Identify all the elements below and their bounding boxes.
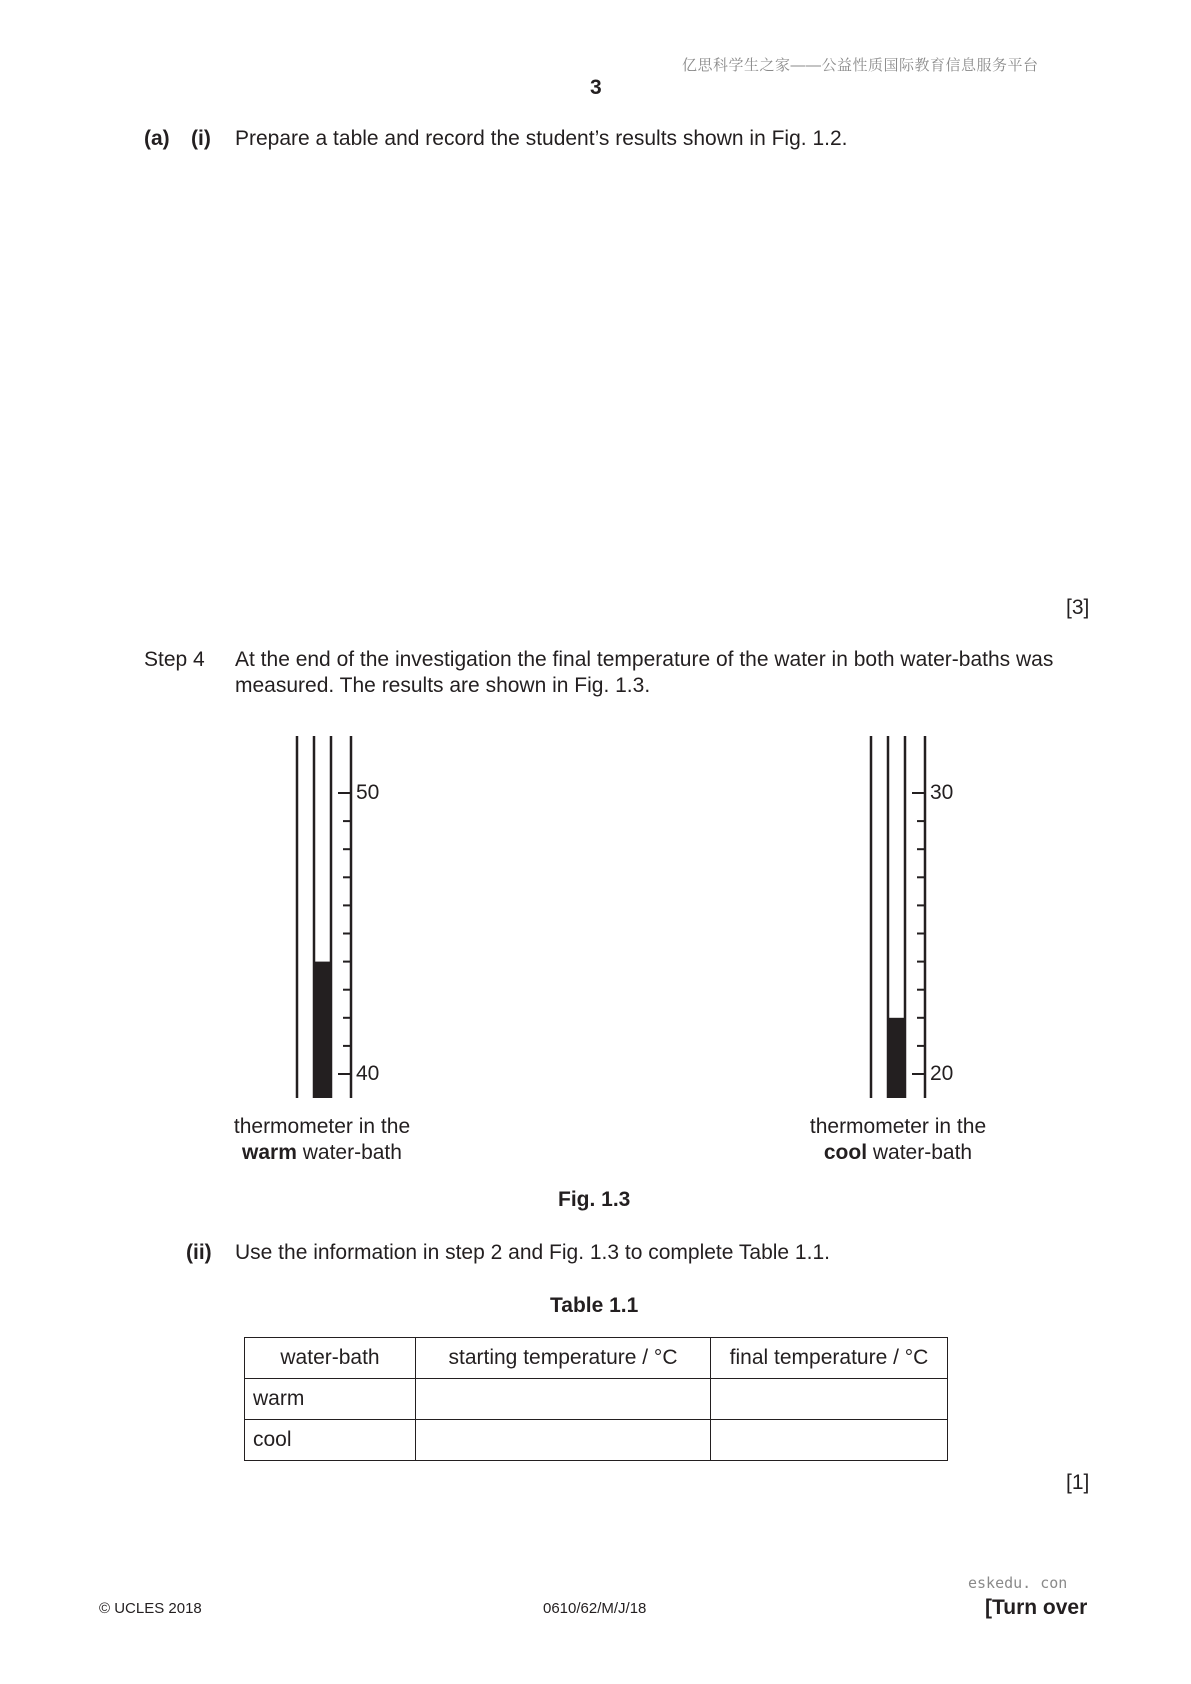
step4-line1: At the end of the investigation the final temperature of the water in both water-baths was: [235, 648, 1054, 671]
part-a-sub-label: (i): [191, 127, 211, 150]
cool-caption-line1: thermometer in the: [809, 1115, 987, 1138]
table-header-row: [245, 1338, 948, 1379]
cool-scale-top-label: 30: [930, 781, 954, 804]
row-cool-label: cool: [245, 1420, 416, 1461]
header-starting-temperature: starting temperature / °C: [416, 1338, 711, 1379]
cool-thermometer-caption: [788, 1114, 1008, 1166]
page-number: 3: [590, 76, 602, 99]
warm-thermometer: [280, 728, 400, 1102]
header-final-temperature: final temperature / °C: [711, 1338, 948, 1379]
table-row: [245, 1420, 948, 1461]
warm-mercury-column: [315, 962, 330, 1098]
row-warm-label: warm: [245, 1379, 416, 1420]
warm-final-temperature-cell[interactable]: [711, 1379, 948, 1420]
watermark-text: 亿思科学生之家——公益性质国际教育信息服务平台: [682, 57, 1039, 74]
header-water-bath: water-bath: [245, 1338, 416, 1379]
warm-starting-temperature-cell[interactable]: [416, 1379, 711, 1420]
cool-caption-line2: [788, 1140, 1008, 1166]
turn-over-text: [Turn over: [985, 1596, 1088, 1619]
figure-caption: Fig. 1.3: [558, 1188, 631, 1211]
footer-paper-code: 0610/62/M/J/18: [543, 1600, 647, 1617]
cool-caption-bold: cool: [823, 1141, 868, 1164]
warm-caption-rest: water-bath: [296, 1141, 402, 1164]
step4-label: Step 4: [144, 648, 205, 671]
part-ii-marks: [1]: [1066, 1471, 1090, 1494]
cool-starting-temperature-cell[interactable]: [416, 1420, 711, 1461]
part-a-label: (a): [144, 127, 170, 150]
footer-site-text: eskedu. con: [968, 1574, 1068, 1592]
cool-caption-rest: water-bath: [867, 1141, 973, 1164]
cool-thermometer: [854, 728, 974, 1102]
cool-scale-bottom-label: 20: [930, 1062, 954, 1085]
warm-thermometer-caption: [212, 1114, 432, 1166]
warm-scale-bottom-label: 40: [356, 1062, 380, 1085]
part-ii-question: Use the information in step 2 and Fig. 1.3 to complete Table 1.1.: [235, 1241, 830, 1264]
part-a-marks: [3]: [1066, 596, 1090, 619]
warm-caption-line2: [212, 1140, 432, 1166]
part-a-question: Prepare a table and record the student’s results shown in Fig. 1.2.: [235, 127, 848, 150]
part-ii-label: (ii): [186, 1241, 212, 1264]
cool-final-temperature-cell[interactable]: [711, 1420, 948, 1461]
table-row: [245, 1379, 948, 1420]
warm-caption-bold: warm: [242, 1141, 297, 1164]
cool-mercury-column: [889, 1018, 904, 1098]
results-table: [244, 1337, 948, 1461]
table-title: Table 1.1: [550, 1294, 639, 1317]
footer-copyright: © UCLES 2018: [99, 1600, 202, 1617]
step4-line2: measured. The results are shown in Fig. 1.3.: [235, 674, 651, 697]
warm-scale-top-label: 50: [356, 781, 380, 804]
warm-caption-line1: thermometer in the: [233, 1115, 411, 1138]
